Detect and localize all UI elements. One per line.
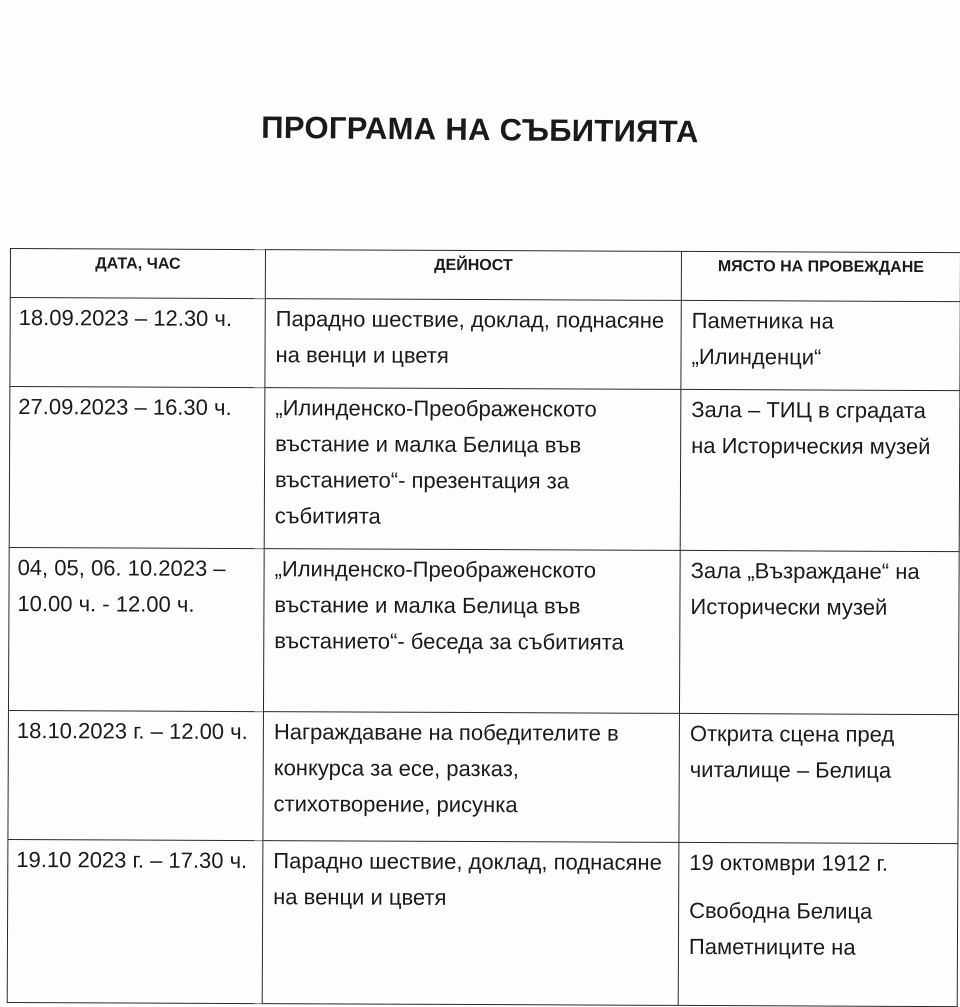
events-table (7, 248, 960, 1007)
table-header-row (10, 249, 960, 302)
cell-date: 18.10.2023 г. – 12.00 ч. (8, 710, 264, 840)
header-activity: ДЕЙНОСТ (265, 250, 681, 301)
cell-place (678, 842, 958, 1006)
table-row (7, 839, 958, 1006)
cell-place: Открита сцена пред читалище – Белица (679, 713, 959, 843)
table-row (10, 298, 960, 391)
header-place: МЯСТО НА ПРОВЕЖДАНЕ (681, 251, 960, 301)
page-title: ПРОГРАМА НА СЪБИТИЯТА (261, 109, 699, 150)
cell-activity: Парадно шествие, доклад, поднасяне на венци и цветя (265, 299, 681, 390)
place-line: Свободна Белица (689, 897, 873, 924)
cell-date: 04, 05, 06. 10.2023 – 10.00 ч. - 12.00 ч. (8, 547, 264, 711)
cell-date: 18.09.2023 – 12.30 ч. (10, 298, 265, 388)
table-row (9, 387, 960, 552)
events-table-wrapper (7, 248, 960, 1007)
cell-place: Зала – ТИЦ в сградата на Историческия музей (680, 389, 960, 551)
cell-date: 19.10 2023 г. – 17.30 ч. (7, 839, 263, 1003)
cell-date: 27.09.2023 – 16.30 ч. (9, 387, 265, 549)
place-line: 19 октомври 1912 г. (689, 849, 889, 876)
table-row (8, 547, 959, 714)
cell-activity: Парадно шествие, доклад, поднасяне на венци и цветя (262, 841, 679, 1006)
cell-place: Паметника на „Илинденци“ (681, 300, 960, 390)
header-date: ДАТА, ЧАС (10, 249, 265, 299)
place-line: Паметниците на (688, 933, 856, 960)
cell-activity: Награждаване на победителите в конкурса за есе, разказ, стихотворение, рисунка (263, 712, 680, 843)
cell-place: Зала „Възраждане“ на Исторически музей (679, 550, 959, 714)
table-row (8, 710, 959, 843)
cell-activity: „Илинденско-Преображенското въстание и малка Белица във въстанието“- презентация за събитията (264, 388, 681, 551)
cell-activity: „Илинденско-Преображенското въстание и малка Белица във въстанието“- беседа за събитията (263, 549, 680, 714)
